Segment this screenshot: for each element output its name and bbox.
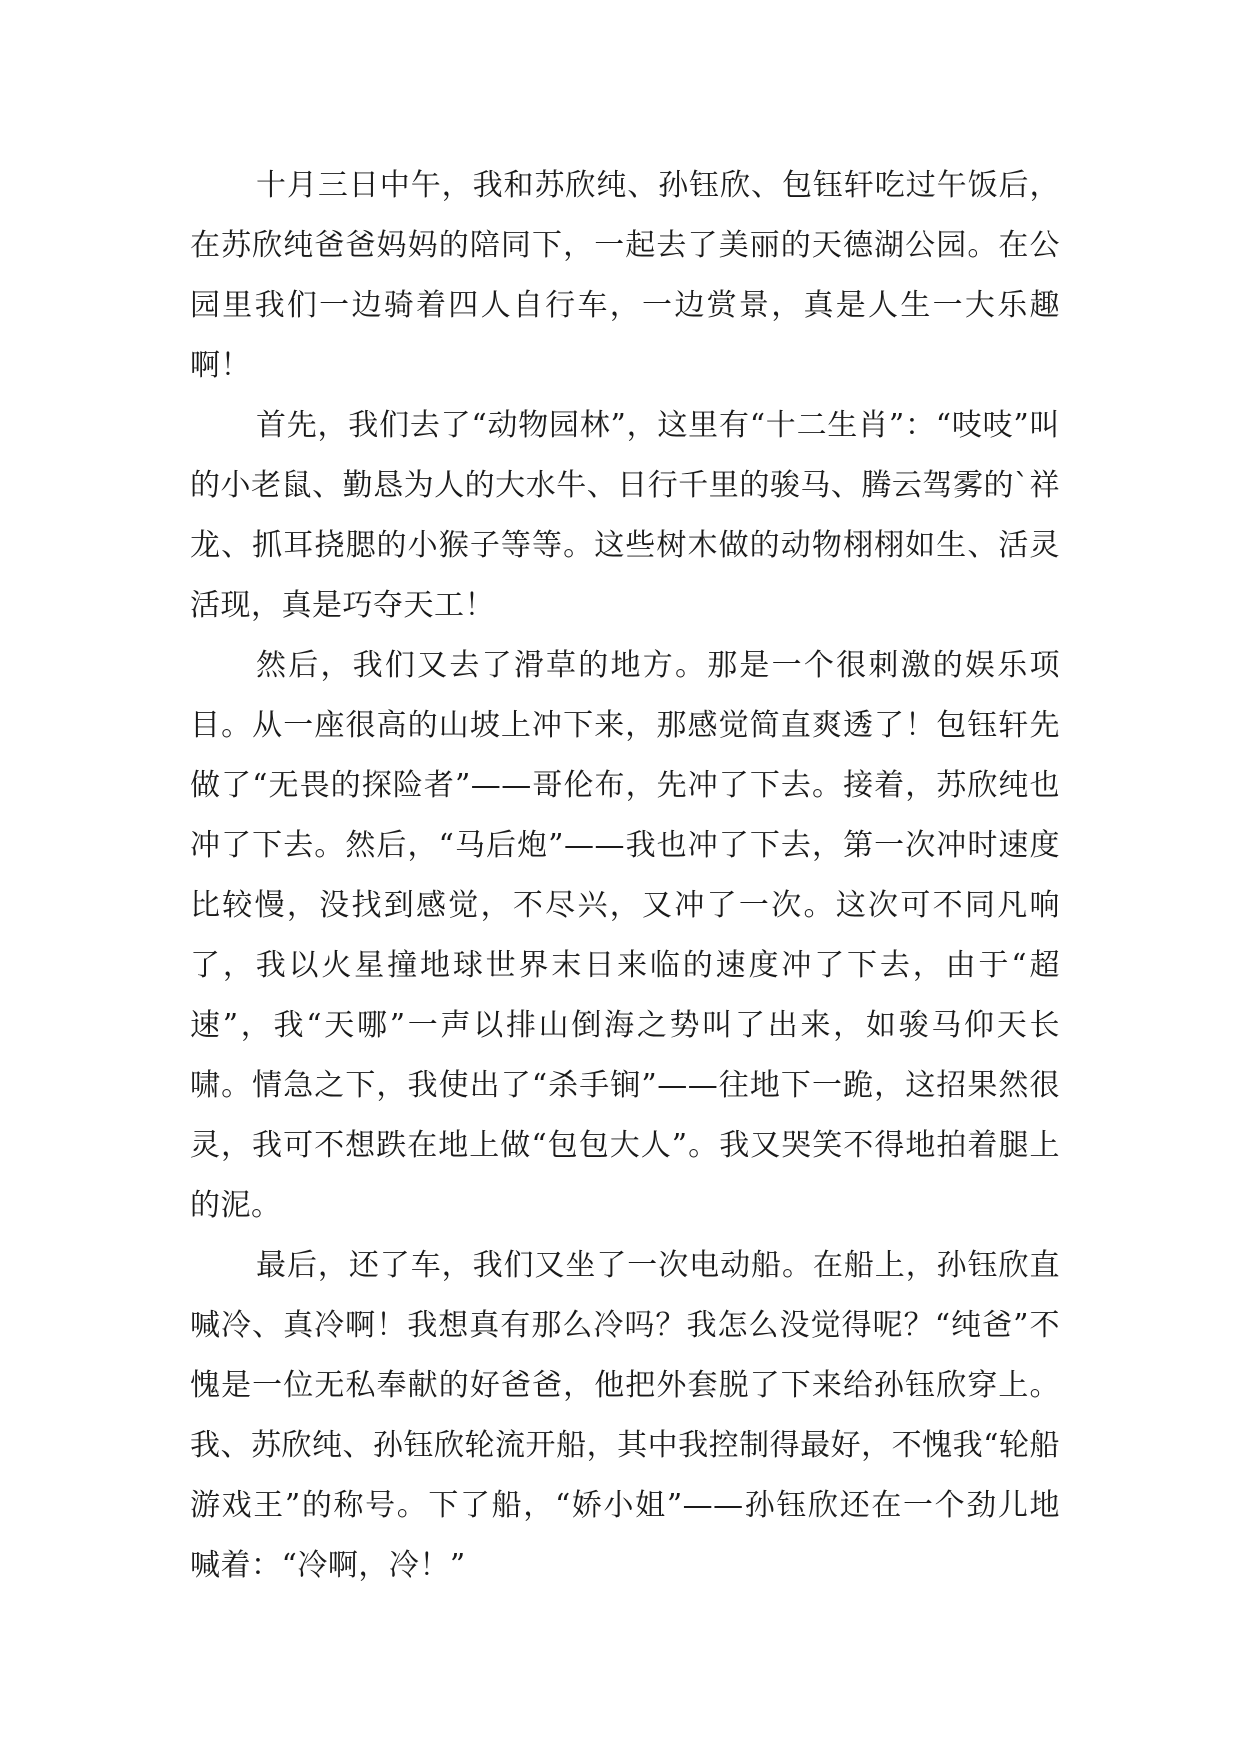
paragraph-1: 十月三日中午，我和苏欣纯、孙钰欣、包钰轩吃过午饭后，在苏欣纯爸爸妈妈的陪同下，一起去了美丽的天德湖公园。在公园里我们一边骑着四人自行车，一边赏景，真是人生一大乐趣啊！ [190, 168, 1060, 383]
paragraph-2: 首先，我们去了“动物园林”，这里有“十二生肖”：“吱吱”叫的小老鼠、勤恳为人的大水牛、日行千里的骏马、腾云驾雾的`祥龙、抓耳挠腮的小猴子等等。这些树木做的动物栩栩如生、活灵活现，真是巧夺天工！ [190, 408, 1060, 623]
document-body [190, 156, 1060, 1596]
paragraph-3: 然后，我们又去了滑草的地方。那是一个很刺激的娱乐项目。从一座很高的山坡上冲下来，那感觉简直爽透了！包钰轩先做了“无畏的探险者”——哥伦布，先冲了下去。接着，苏欣纯也冲了下去。然后，“马后炮”——我也冲了下去，第一次冲时速度比较慢，没找到感觉，不尽兴，又冲了一次。这次可不同凡响了，我以火星撞地球世界末日来临的速度冲了下去，由于“超速”，我“天哪”一声以排山倒海之势叫了出来，如骏马仰天长啸。情急之下，我使出了“杀手锏”——往地下一跪，这招果然很灵，我可不想跌在地上做“包包大人”。我又哭笑不得地拍着腿上的泥。 [190, 648, 1060, 1223]
paragraph-4: 最后，还了车，我们又坐了一次电动船。在船上，孙钰欣直喊冷、真冷啊！我想真有那么冷吗？我怎么没觉得呢？“纯爸”不愧是一位无私奉献的好爸爸，他把外套脱了下来给孙钰欣穿上。我、苏欣纯、孙钰欣轮流开船，其中我控制得最好，不愧我“轮船游戏王”的称号。下了船，“娇小姐”——孙钰欣还在一个劲儿地喊着：“冷啊，冷！” [190, 1248, 1060, 1583]
